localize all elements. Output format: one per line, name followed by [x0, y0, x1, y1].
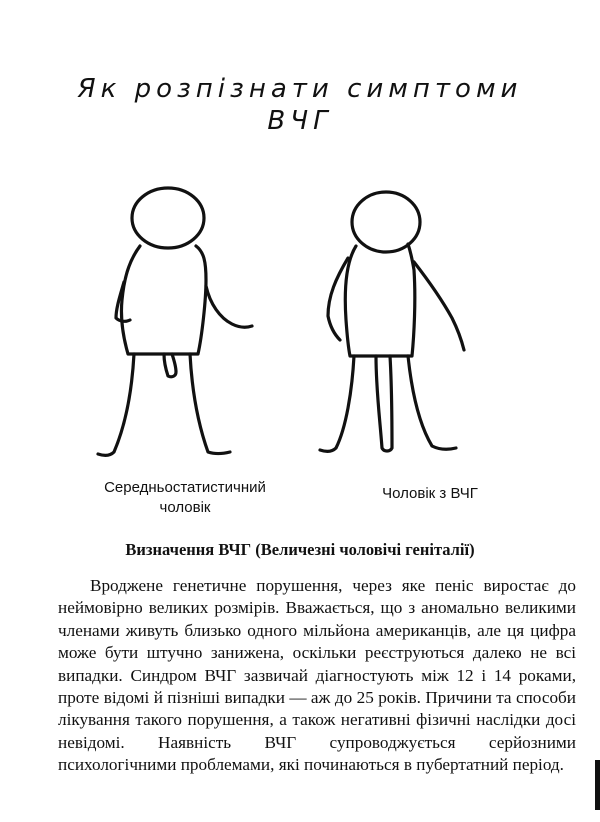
average-man-caption-line2: чоловік [159, 499, 211, 516]
vchg-man-left-leg [320, 356, 354, 451]
average-man-caption [80, 478, 290, 518]
vchg-man-large-genitals [376, 356, 392, 451]
definition-paragraph: Вроджене генетичне порушення, через яке пеніс виростає до неймовірно великих розмірів. Вважається, що з аномально великими членами живуть близько одного мільйона американців, але ця цифра може бути штучно занижена, оскільки реєструються далеко не всі випадки. Синдром ВЧГ зазвичай діагностують між 12 і 14 роками, проте відомі й пізніші випадки — аж до 25 років. Причини та способи лікування такого порушення, а також негативні фізичні наслідки досі невідомі. Наявність ВЧГ супроводжується серйозними психологічними проблемами, які починаються в пубертатний період. [58, 576, 576, 775]
average-man-caption-line1: Середньостатистичний [104, 479, 266, 496]
average-man-right-arm [206, 286, 252, 327]
page-title-line-2: ВЧГ [267, 106, 333, 136]
average-man-figure [98, 188, 252, 455]
average-man-right-leg [190, 354, 230, 454]
page-edge-mark [595, 760, 600, 810]
vchg-man-body [345, 244, 415, 356]
page-title-line-1: Як розпізнати симптоми [77, 74, 523, 104]
vchg-man-figure [320, 192, 464, 451]
vchg-man-right-leg [408, 356, 456, 449]
vchg-man-right-arm [414, 262, 464, 350]
average-man-body [121, 246, 206, 354]
average-man-small-genitals [164, 354, 176, 377]
vchg-man-head [352, 192, 420, 252]
average-man-left-leg [98, 354, 134, 455]
average-man-head [132, 188, 204, 248]
vchg-man-caption: Чоловік з ВЧГ [382, 485, 478, 502]
section-heading: Визначення ВЧГ (Величезні чоловічі геніталії) [125, 540, 475, 559]
